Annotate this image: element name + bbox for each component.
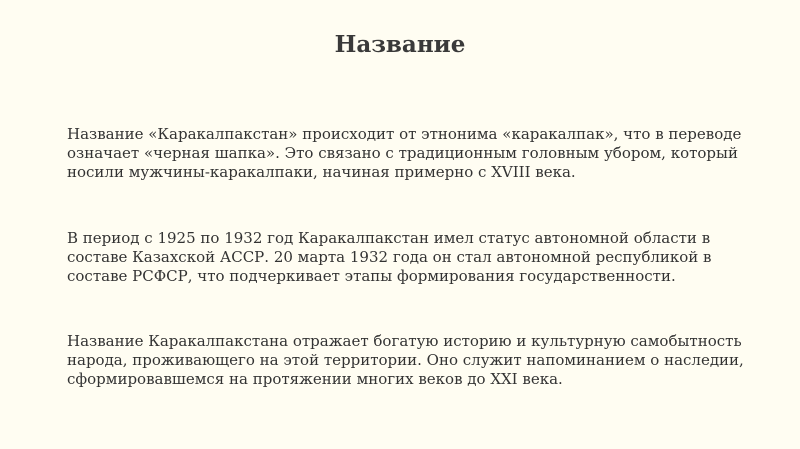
slide-title: Название: [334, 31, 466, 58]
paragraph-heritage: Название Каракалпакстана отражает богатую историю и культурную самобытность народа, проживающего на этой территории. Оно служит напоминанием о наследии, сформировавшемся на протяжении многих веков до XXI века.: [67, 332, 744, 388]
paragraph-history: В период с 1925 по 1932 год Каракалпакстан имел статус автономной области в составе Казахской АССР. 20 марта 1932 года он стал автономной республикой в составе РСФСР, что подчеркивает этапы формирования государственности.: [67, 229, 712, 285]
paragraph-etymology: Название «Каракалпакстан» происходит от этнонима «каракалпак», что в переводе означает «черная шапка». Это связано с традиционным головным убором, который носили мужчины-каракалпаки, начиная примерно с XVIII века.: [67, 125, 742, 181]
